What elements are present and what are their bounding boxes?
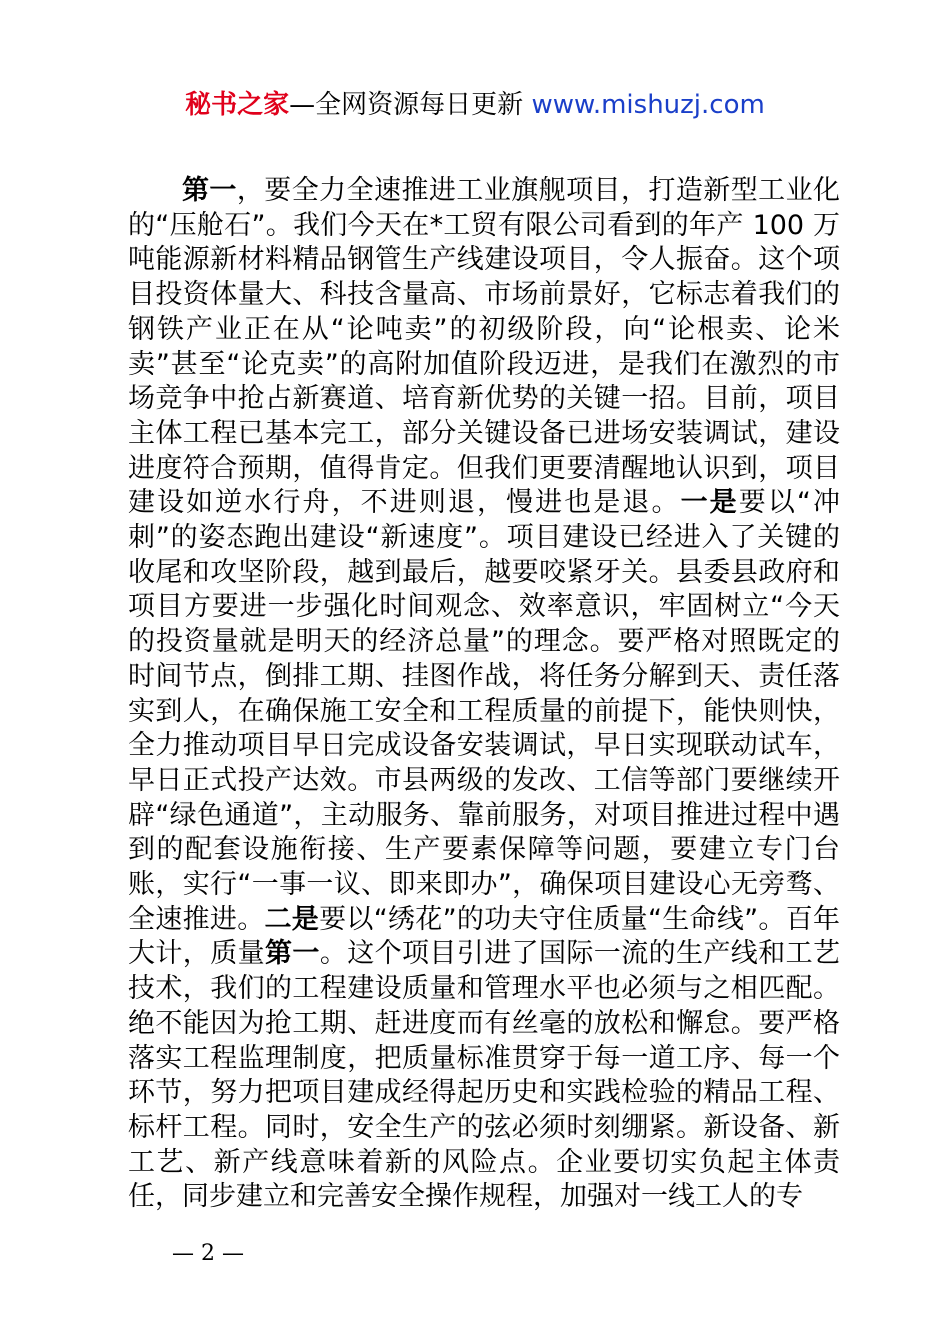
- bold-ordinal-first: 第一: [182, 175, 237, 206]
- page-number: — 2 —: [172, 1241, 244, 1266]
- site-header: [0, 88, 950, 122]
- site-brand: 秘书之家: [185, 90, 290, 120]
- paragraph-text-3: 要以“绣花”的功夫守住质量“生命线”。百年大计，质量: [128, 903, 841, 970]
- bold-point-two: 二是: [264, 903, 320, 935]
- paragraph-text-4: 。这个项目引进了国际一流的生产线和工艺技术，我们的工程建设质量和管理水平也必须与之相匹配。绝不能因为抢工期、赶进度而有丝毫的放松和懈怠。要严格落实工程监理制度，把质量标准贯穿于每一道工序、每一个环节，努力把项目建成经得起历史和实践检验的精品工程、标杆工程。同时，安全生产的弦必须时刻绷紧。新设备、新工艺、新产线意味着新的风险点。企业要切实负起主体责任，同步建立和完善安全操作规程，加强对一线工人的专: [128, 938, 841, 1213]
- bold-quality-first: 第一: [265, 938, 320, 970]
- header-tagline: —全网资源每日更新: [289, 90, 532, 120]
- bold-point-one: 一是: [680, 487, 739, 519]
- paragraph-text-2: 要以“冲刺”的姿态跑出建设“新速度”。项目建设已经进入了关键的收尾和攻坚阶段，越到最后，越要咬紧牙关。县委县政府和项目方要进一步强化时间观念、效率意识，牢固树立“今天的投资量就是明天的经济总量”的理念。要严格对照既定的时间节点，倒排工期、挂图作战，将任务分解到天、责任落实到人，在确保施工安全和工程质量的前提下，能快则快，全力推动项目早日完成设备安装调试，早日实现联动试车，早日正式投产达效。市县两级的发改、工信等部门要继续开辟“绿色通道”，主动服务、靠前服务，对项目推进过程中遇到的配套设施衔接、生产要素保障等问题，要建立专门台账，实行“一事一议、即来即办”，确保项目建设心无旁骛、全速推进。: [128, 487, 841, 935]
- paragraph-text-1: ，要全力全速推进工业旗舰项目，打造新型工业化的“压舱石”。我们今天在*工贸有限公司看到的年产 100 万吨能源新材料精品钢管生产线建设项目，令人振奋。这个项目投资体量大、科技含量高、市场前景好，它标志着我们的钢铁产业正在从“论吨卖”的初级阶段，向“论根卖、论米卖”甚至“论克卖”的高附加值阶段迈进，是我们在激烈的市场竞争中抢占新赛道、培育新优势的关键一招。目前，项目主体工程已基本完工，部分关键设备已进场安装调试，建设进度符合预期，值得肯定。但我们更要清醒地认识到，项目建设如逆水行舟，不进则退，慢进也是退。: [128, 175, 841, 519]
- document-paragraph: [128, 174, 840, 1215]
- site-url-link[interactable]: www.mishuzj.com: [531, 90, 765, 120]
